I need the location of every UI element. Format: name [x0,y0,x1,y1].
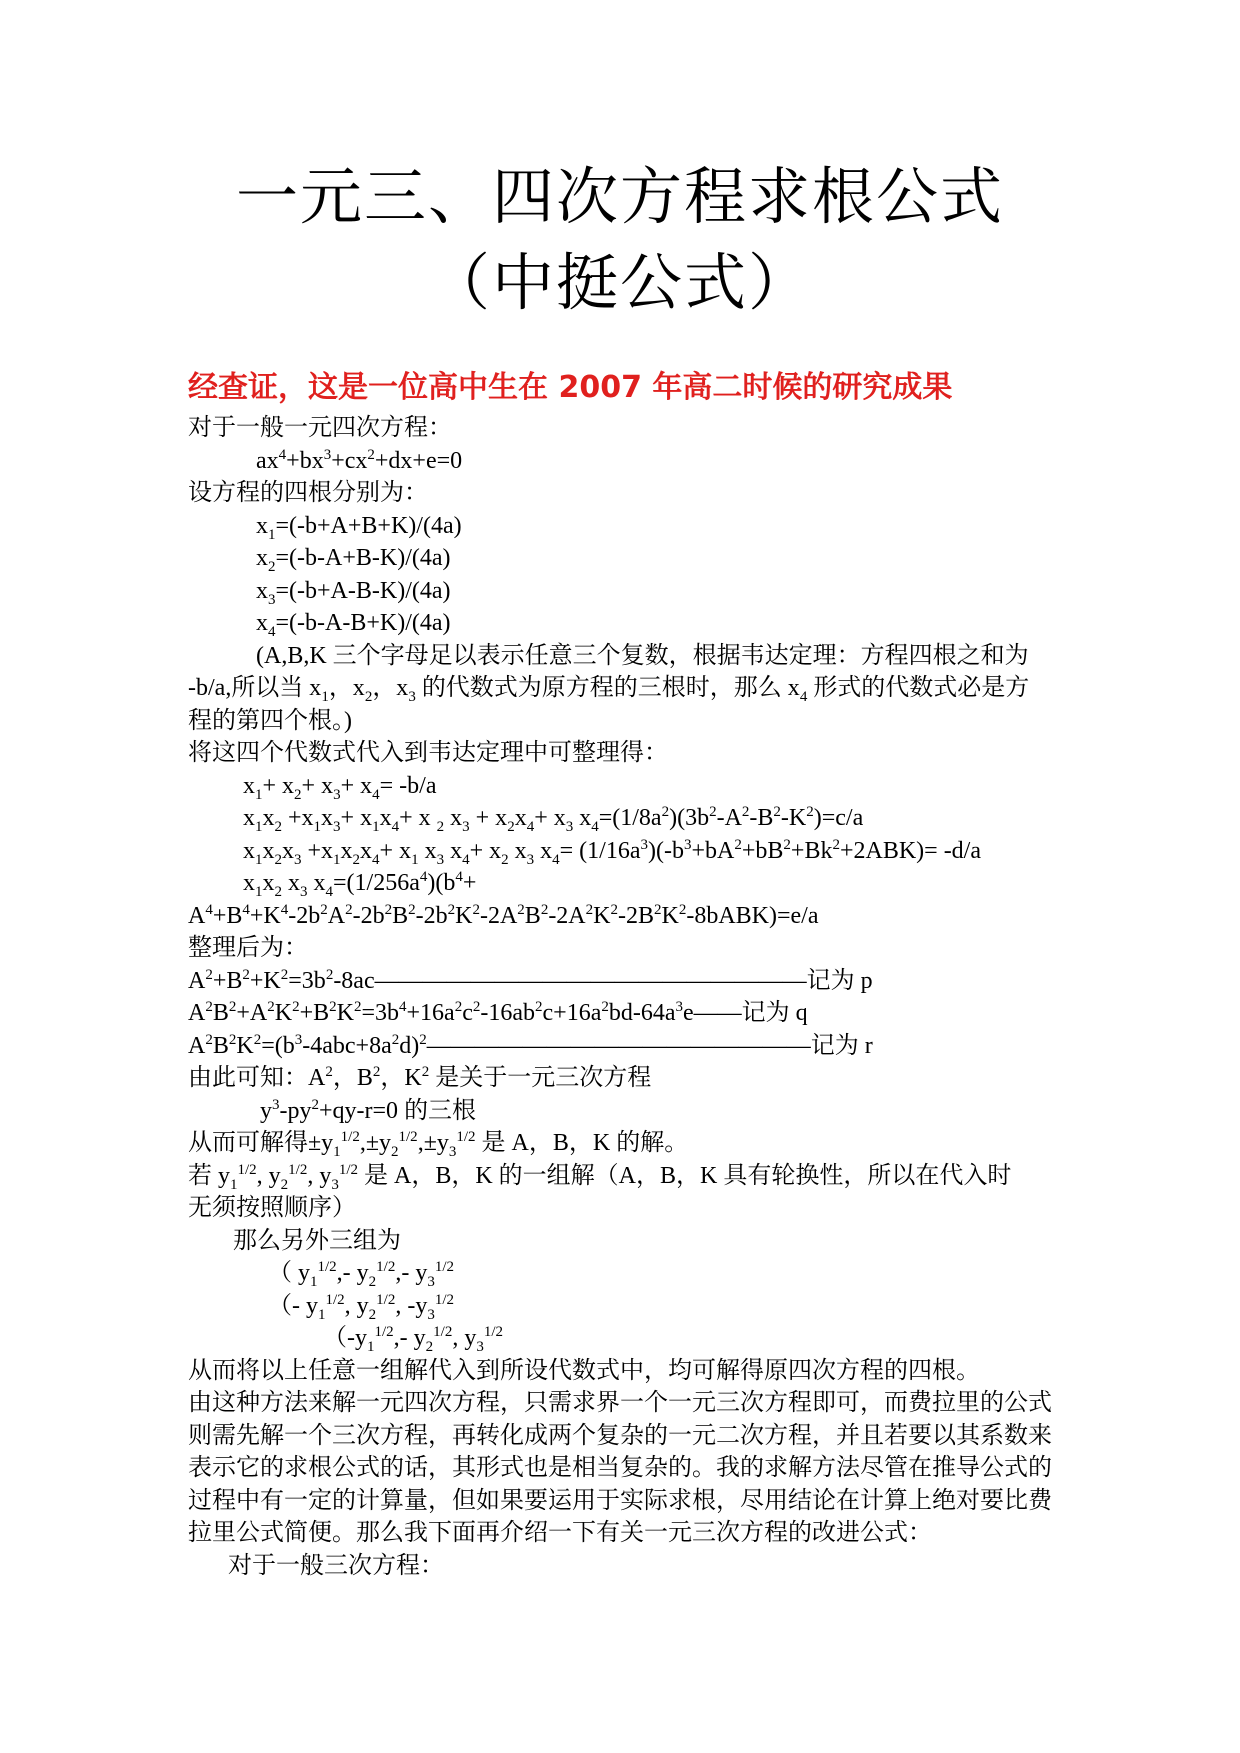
text-line: 设方程的四根分别为： [188,480,428,506]
equation-root-4: $x_4=(-b-A-B+K)/(4a)$ [256,610,451,640]
text-line: 从而将以上任意一组解代入到所设代数式中，均可解得原四次方程的四根。 [188,1357,980,1384]
text-line: 对于一般一元四次方程： [188,415,452,441]
solution-set-2: （- $y_1^{1/2}$, $y_2^{1/2}$, $-y_3^{1/2}$ [268,1291,455,1323]
equation-root-1: $x_1=(-b+A+B+K)/(4a)$ [256,512,462,543]
equation-vieta-2: $x_1x_2 +x_1x_3+ x_1x_4+ x$ $_2$ $x_3 + x_2x_4+ x_3$ $x_4=(1/8a^2)(3b^2-A^2-B^2-K^2)=c/a$ [243,804,864,835]
note-line-2: -b/a,所以当 $x_1$，$x_2$，$x_3$ 的代数式为原方程的三根时，那么 $x_4$ 形式的代数式必是方 [188,675,1030,705]
paragraph: 由这种方法来解一元四次方程，只需求界一个一元三次方程即可，而费拉里的公式则需先解一个三次方程，再转化成两个复杂的一元二次方程，并且若要以其系数来表示它的求根公式的话，其形式也是相当复杂的。我的求解方法尽管在推导公式的过程中有一定的计算量，但如果要运用于实际求根，尽用结论在计算上绝对要比费拉里公式简便。那么我下面再介绍一下有关一元三次方程的改进公式： [188,1390,1052,1546]
equation-quartic: $ax^4+bx^3+cx^2+dx+e=0$ [256,446,463,474]
equation-vieta-1: $x_1+ x_2+ x_3+ x_4= -b/a$ [243,772,437,803]
equation-root-3: $x_3=(-b+A-B-K)/(4a)$ [256,577,451,608]
equation-cubic: $y^3-py^2+qy-r=0$ 的三根 [260,1096,477,1124]
note-line-1: (A,B,K 三个字母足以表示任意三个复数，根据韦达定理：方程四根之和为 [256,642,1029,669]
equation-q: $A^2B^2+A^2K^2+B^2K^2=3b^4+16a^2c^2-16ab^2c+16a^2bd-64a^3e——$记为 q [188,999,808,1026]
solution-set-3: （$-y_1^{1/2},-$ $y_2^{1/2}$, $y_3^{1/2}$ [323,1324,504,1355]
subtitle: 经查证，这是一位高中生在 2007 年高二时候的研究成果 [188,370,953,405]
equation-vieta-4b: $A^4+B^4+K^4-2b^2A^2-2b^2B^2-2b^2K^2-2A^2B^2-2A^2K^2-2B^2K^2-8bABK)=e/a$ [188,901,819,929]
body-text [188,412,1058,1582]
text-line: 对于一般三次方程： [228,1552,444,1579]
text-line: 那么另外三组为 [233,1227,401,1254]
text-line: 将这四个代数式代入到韦达定理中可整理得： [188,740,668,766]
text-line: 若 $y_1^{1/2}$, $y_2^{1/2}$, $y_3^{1/2}$ 是 A，B，K 的一组解（A，B，K 具有轮换性，所以在代入时 [188,1161,1012,1193]
equation-vieta-3: $x_1x_2x_3 +x_1x_2x_4+ x_1$ $x_3$ $x_4+ x_2$ $x_3$ $x_4= (1/16a^3)(-b^3+bA^2+bB^2+Bk^2+2ABK)= -d/a$ [243,836,981,868]
equation-root-2: $x_2=(-b-A+B-K)/(4a)$ [256,545,451,575]
equation-p: $A^2+B^2+K^2=3b^2-8ac——————————————————$记为 p [188,966,873,994]
text-line: 由此可知：$A^2$，$B^2$，$K^2$ 是关于一元三次方程 [188,1064,652,1091]
text-line: 整理后为： [188,935,308,961]
text-line: 从而可解得$\pm y_1^{1/2},\pm y_2^{1/2},\pm y_3^{1/2}$ 是 A，B，K 的解。 [188,1129,689,1160]
equation-r: $A^2B^2K^2=(b^3-4abc+8a^2d)^2————————————————$记为 r [188,1031,873,1059]
title-line-2: （中挺公式） [427,246,812,319]
equation-vieta-4a: $x_1x_2$ $x_3$ $x_4=(1/256a^4)(b^4+$ [243,869,477,900]
solution-set-1: （ $y_1^{1/2},-$ $y_2^{1/2},-$ $y_3^{1/2}$ [268,1259,455,1290]
note-line-3: 程的第四个根。) [188,707,352,734]
text-line: 无须按照顺序） [188,1195,356,1221]
title-line-1: 一元三、四次方程求根公式 [235,160,1004,233]
